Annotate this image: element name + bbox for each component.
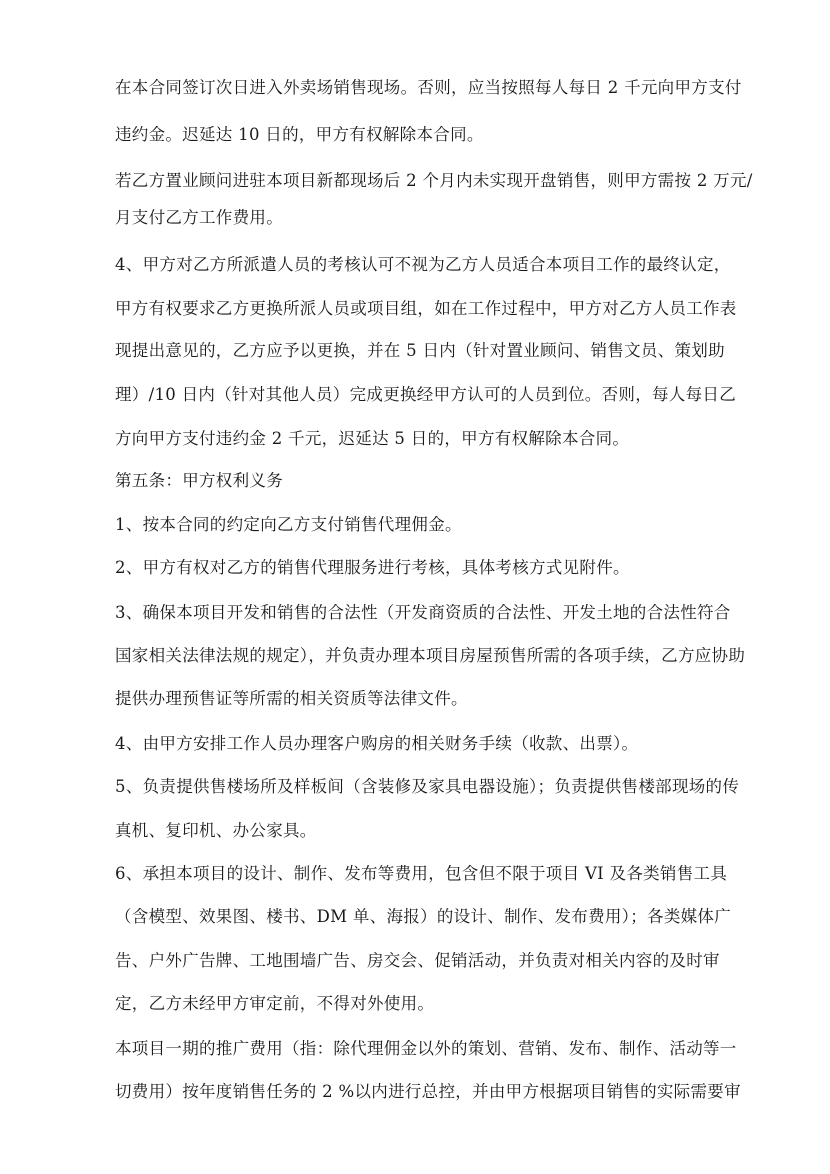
text-line: （含模型、效果图、楼书、DM 单、海报）的设计、制作、发布费用）；各类媒体广 bbox=[115, 907, 732, 926]
text-line: 现提出意见的，乙方应予以更换，并在 5 日内（针对置业顾问、销售文员、策划助 bbox=[115, 341, 725, 360]
text-line: 1、按本合同的约定向乙方支付销售代理佣金。 bbox=[115, 515, 462, 534]
text-line: 切费用）按年度销售任务的 2 %以内进行总控，并由甲方根据项目销售的实际需要审 bbox=[115, 1082, 741, 1101]
text-line: 3、确保本项目开发和销售的合法性（开发商资质的合法性、开发土地的合法性符合 bbox=[115, 603, 731, 622]
text-line: 若乙方置业顾问进驻本项目新都现场后 2 个月内未实现开盘销售，则甲方需按 2 万元/ bbox=[115, 171, 753, 190]
text-line: 国家相关法律法规的规定），并负责办理本项目房屋预售所需的各项手续，乙方应协助 bbox=[115, 646, 746, 665]
text-line: 真机、复印机、办公家具。 bbox=[115, 821, 317, 840]
text-line: 定，乙方未经甲方审定前，不得对外使用。 bbox=[115, 994, 435, 1013]
text-line: 5、负责提供售楼场所及样板间（含装修及家具电器设施）；负责提供售楼部现场的传 bbox=[115, 777, 740, 796]
text-line: 告、户外广告牌、工地围墙广告、房交会、促销活动，并负责对相关内容的及时审 bbox=[115, 951, 720, 970]
text-line: 本项目一期的推广费用（指：除代理佣金以外的策划、营销、发布、制作、活动等一 bbox=[115, 1039, 737, 1058]
text-line: 6、承担本项目的设计、制作、发布等费用，包含但不限于项目 VI 及各类销售工具 bbox=[115, 864, 728, 883]
text-line: 2、甲方有权对乙方的销售代理服务进行考核，具体考核方式见附件。 bbox=[115, 558, 630, 577]
text-line: 4、由甲方安排工作人员办理客户购房的相关财务手续（收款、出票）。 bbox=[115, 734, 639, 753]
text-line: 违约金。迟延达 10 日的，甲方有权解除本合同。 bbox=[115, 125, 484, 144]
text-line: 甲方有权要求乙方更换所派人员或项目组，如在工作过程中，甲方对乙方人员工作表 bbox=[115, 299, 737, 318]
section-heading: 第五条：甲方权利义务 bbox=[115, 471, 283, 490]
text-line: 月支付乙方工作费用。 bbox=[115, 208, 283, 227]
text-line: 提供办理预售证等所需的相关资质等法律文件。 bbox=[115, 689, 468, 708]
text-line: 理）/10 日内（针对其他人员）完成更换经甲方认可的人员到位。否则，每人每日乙 bbox=[115, 385, 736, 404]
text-line: 4、甲方对乙方所派遣人员的考核认可不视为乙方人员适合本项目工作的最终认定， bbox=[115, 255, 731, 274]
text-line: 在本合同签订次日进入外卖场销售现场。否则，应当按照每人每日 2 千元向甲方支付 bbox=[115, 78, 742, 97]
text-line: 方向甲方支付违约金 2 千元，迟延达 5 日的，甲方有权解除本合同。 bbox=[115, 429, 630, 448]
